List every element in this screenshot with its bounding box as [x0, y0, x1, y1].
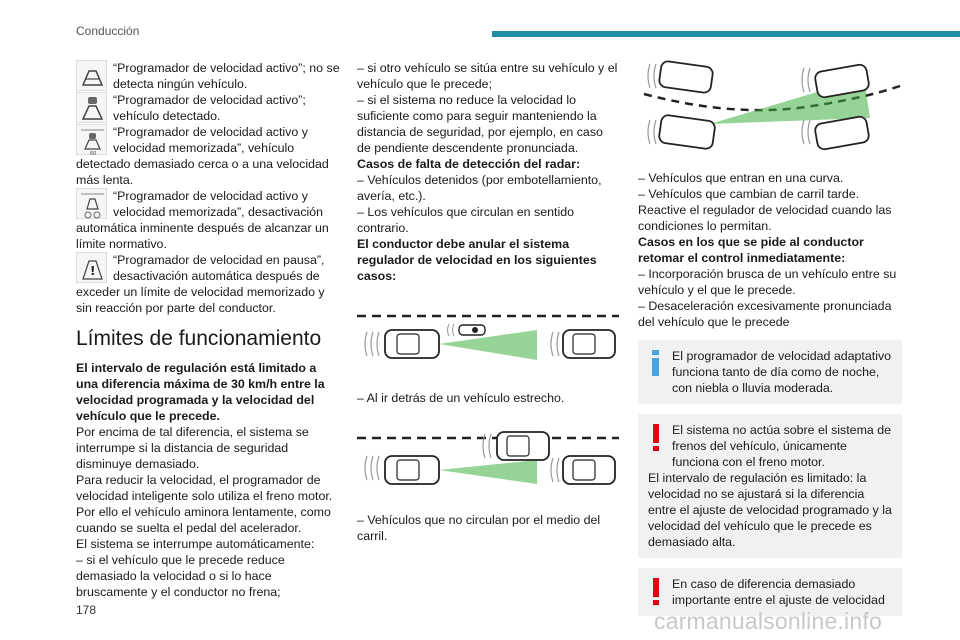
cases-heading: Casos en los que se pide al conductor retomar el control inmediatamente: [638, 235, 864, 265]
driver-heading: El conductor debe anular el sistema regulador de velocidad en los siguientes casos: [357, 237, 597, 283]
figure-caption: – Vehículos que no circulan por el medio del carril. [357, 513, 601, 543]
section-title: Conducción [76, 24, 140, 38]
indicator-row [76, 60, 340, 92]
info-icon [648, 348, 672, 378]
paragraph: Reactive el regulador de velocidad cuando las condiciones lo permitan. [638, 203, 892, 233]
page-header [0, 0, 960, 40]
acc-memorised-limit-icon [76, 188, 107, 219]
column-right [638, 60, 902, 616]
list-item: – Vehículos que entran en una curva. [638, 171, 844, 185]
list-item: – Vehículos que cambian de carril tarde. [638, 187, 860, 201]
paragraph: Por encima de tal diferencia, el sistema se interrumpe si la distancia de seguridad disminuye demasiado. [76, 425, 309, 471]
indicator-row [76, 124, 340, 188]
radar-heading: Casos de falta de detección del radar: [357, 157, 581, 171]
warning-note [638, 414, 902, 558]
column-middle [357, 60, 619, 544]
paragraph: El sistema se interrumpe automáticamente: [76, 537, 315, 551]
indicator-text: “Programador de velocidad activo y velocidad memorizada”, desactivación automática inminente después de alcanzar un límite normativo. [76, 189, 329, 251]
page-number: 178 [76, 603, 97, 617]
intro-bold: El intervalo de regulación está limitado a una diferencia máxima de 30 km/h entre la velocidad programada y la velocidad del vehículo que le precede. [76, 361, 325, 423]
acc-active-no-vehicle-icon [76, 60, 107, 91]
acc-vehicle-detected-icon [76, 92, 107, 123]
paragraph: Para reducir la velocidad, el programador de velocidad inteligente solo utiliza el freno motor. Por ello el vehículo aminora lentamente, como cuando se suelta el pedal del acelerador. [76, 473, 333, 535]
warning-icon [648, 576, 672, 606]
indicator-text: “Programador de velocidad en pausa”, desactivación automática después de exceder un límite de velocidad memorizado y sin reacción por parte del conductor. [76, 253, 325, 315]
section-heading: Límites de funcionamiento [76, 327, 322, 350]
list-item: – si el vehículo que le precede reduce demasiado la velocidad o si lo hace bruscamente y el conductor no frena; [76, 553, 285, 599]
watermark: carmanualsonline.info [654, 608, 882, 634]
indicator-text: “Programador de velocidad activo”; no se detecta ningún vehículo. [113, 61, 340, 91]
warning-note-text: El intervalo de regulación es limitado: la velocidad no se ajustará si la diferencia entre el ajuste de velocidad programado y la velocidad del vehículo que le precede es demasiado alta. [648, 471, 892, 549]
indicator-row [76, 188, 340, 252]
column-left [76, 60, 340, 600]
off-centre-vehicle-illustration [357, 430, 619, 500]
info-note-text: El programador de velocidad adaptativo funciona tanto de día como de noche, con niebla o lluvia moderada. [672, 349, 892, 395]
list-item: – Los vehículos que circulan en sentido contrario. [357, 205, 574, 235]
svg-text:60: 60 [90, 151, 97, 156]
indicator-row [76, 252, 340, 316]
list-item: – si otro vehículo se sitúa entre su vehículo y el vehículo que le precede; [357, 61, 618, 91]
narrow-vehicle-illustration [357, 308, 619, 378]
figure-caption: – Al ir detrás de un vehículo estrecho. [357, 391, 565, 405]
warning-note-text: El sistema no actúa sobre el sistema de frenos del vehículo, únicamente funciona con el freno motor. [672, 423, 892, 469]
warning-note-text: En caso de diferencia demasiado importante entre el ajuste de velocidad [672, 577, 885, 607]
indicator-text: “Programador de velocidad activo”; vehículo detectado. [113, 93, 306, 123]
list-item: – Incorporación brusca de un vehículo entre su vehículo y el que le precede. [638, 267, 897, 297]
list-item: – Vehículos detenidos (por embotellamiento, avería, etc.). [357, 173, 602, 203]
warning-icon [648, 422, 672, 452]
acc-paused-warning-icon [76, 252, 107, 283]
list-item: – Desaceleración excesivamente pronunciada del vehículo que le precede [638, 299, 892, 329]
curve-vehicle-illustration [638, 60, 902, 164]
indicator-row [76, 92, 340, 124]
acc-memorised-too-close-icon [76, 124, 107, 155]
list-item: – si el sistema no reduce la velocidad lo suficiente como para seguir manteniendo la distancia de seguridad, por ejemplo, en caso de pendiente descendente pronunciada. [357, 93, 603, 155]
header-accent-bar [492, 31, 960, 37]
info-note [638, 340, 902, 404]
indicator-text: “Programador de velocidad activo y velocidad memorizada”, vehículo detectado demasiado cerca o a una velocidad más lenta. [76, 125, 329, 187]
svg-text:!: ! [90, 264, 96, 278]
